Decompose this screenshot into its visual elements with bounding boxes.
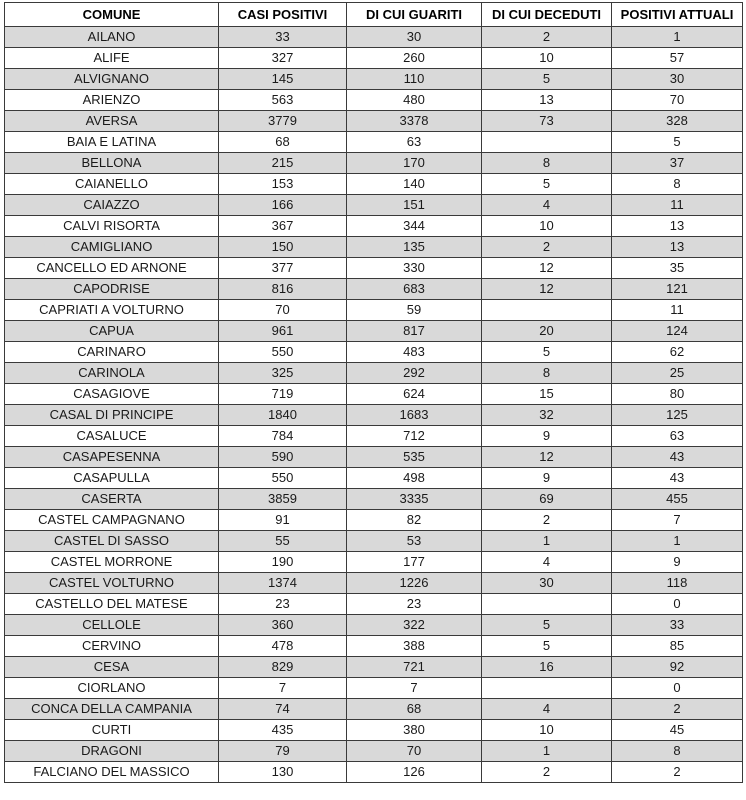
table-row [5, 258, 743, 279]
cell-comune: BAIA E LATINA [5, 132, 219, 153]
cell-casi-positivi: 563 [219, 90, 347, 111]
cell-positivi-attuali: 121 [612, 279, 743, 300]
cell-di-cui-deceduti: 5 [482, 174, 612, 195]
cell-positivi-attuali: 1 [612, 531, 743, 552]
cell-casi-positivi: 360 [219, 615, 347, 636]
cell-casi-positivi: 435 [219, 720, 347, 741]
cell-positivi-attuali: 13 [612, 216, 743, 237]
cell-positivi-attuali: 62 [612, 342, 743, 363]
cell-positivi-attuali: 63 [612, 426, 743, 447]
table-row [5, 153, 743, 174]
cell-di-cui-guariti: 151 [347, 195, 482, 216]
cell-positivi-attuali: 43 [612, 447, 743, 468]
table-row [5, 594, 743, 615]
header-casi-positivi: CASI POSITIVI [219, 3, 347, 27]
table-row [5, 489, 743, 510]
cell-comune: CARINARO [5, 342, 219, 363]
cell-di-cui-guariti: 68 [347, 699, 482, 720]
cell-di-cui-guariti: 721 [347, 657, 482, 678]
table-row [5, 468, 743, 489]
table-row [5, 762, 743, 783]
cell-positivi-attuali: 455 [612, 489, 743, 510]
table-row [5, 720, 743, 741]
cell-positivi-attuali: 33 [612, 615, 743, 636]
cell-casi-positivi: 79 [219, 741, 347, 762]
cell-di-cui-guariti: 53 [347, 531, 482, 552]
cell-di-cui-guariti: 110 [347, 69, 482, 90]
cell-comune: AVERSA [5, 111, 219, 132]
cell-positivi-attuali: 8 [612, 174, 743, 195]
cell-di-cui-deceduti: 10 [482, 720, 612, 741]
cell-positivi-attuali: 2 [612, 699, 743, 720]
cell-comune: CASTELLO DEL MATESE [5, 594, 219, 615]
cell-positivi-attuali: 92 [612, 657, 743, 678]
cell-comune: CANCELLO ED ARNONE [5, 258, 219, 279]
cell-di-cui-deceduti: 9 [482, 426, 612, 447]
cell-di-cui-guariti: 82 [347, 510, 482, 531]
cell-casi-positivi: 327 [219, 48, 347, 69]
cell-di-cui-deceduti: 10 [482, 216, 612, 237]
cell-di-cui-guariti: 344 [347, 216, 482, 237]
cell-casi-positivi: 478 [219, 636, 347, 657]
table-row [5, 174, 743, 195]
cell-casi-positivi: 74 [219, 699, 347, 720]
table-row [5, 573, 743, 594]
cell-positivi-attuali: 13 [612, 237, 743, 258]
cell-casi-positivi: 70 [219, 300, 347, 321]
cell-positivi-attuali: 80 [612, 384, 743, 405]
cell-casi-positivi: 784 [219, 426, 347, 447]
cell-di-cui-deceduti: 10 [482, 48, 612, 69]
cell-di-cui-guariti: 817 [347, 321, 482, 342]
cell-positivi-attuali: 85 [612, 636, 743, 657]
cell-di-cui-deceduti: 5 [482, 636, 612, 657]
cell-casi-positivi: 145 [219, 69, 347, 90]
table-row [5, 678, 743, 699]
cell-casi-positivi: 190 [219, 552, 347, 573]
cell-positivi-attuali: 5 [612, 132, 743, 153]
header-positivi-attuali: POSITIVI ATTUALI [612, 3, 743, 27]
cell-casi-positivi: 550 [219, 342, 347, 363]
header-di-cui-deceduti: DI CUI DECEDUTI [482, 3, 612, 27]
cell-di-cui-guariti: 126 [347, 762, 482, 783]
cell-casi-positivi: 325 [219, 363, 347, 384]
cell-di-cui-guariti: 712 [347, 426, 482, 447]
header-row [5, 3, 743, 27]
cell-positivi-attuali: 25 [612, 363, 743, 384]
table-row [5, 27, 743, 48]
cell-di-cui-deceduti: 5 [482, 615, 612, 636]
cell-di-cui-guariti: 23 [347, 594, 482, 615]
table-row [5, 321, 743, 342]
header-comune: COMUNE [5, 3, 219, 27]
cell-casi-positivi: 1374 [219, 573, 347, 594]
cell-casi-positivi: 829 [219, 657, 347, 678]
cell-di-cui-guariti: 135 [347, 237, 482, 258]
cell-positivi-attuali: 0 [612, 678, 743, 699]
cell-di-cui-deceduti: 13 [482, 90, 612, 111]
cell-comune: CESA [5, 657, 219, 678]
cell-di-cui-guariti: 498 [347, 468, 482, 489]
cell-di-cui-deceduti: 2 [482, 762, 612, 783]
cell-comune: CASAGIOVE [5, 384, 219, 405]
cell-di-cui-deceduti: 2 [482, 510, 612, 531]
table-row [5, 552, 743, 573]
cell-comune: CASAPESENNA [5, 447, 219, 468]
cell-casi-positivi: 377 [219, 258, 347, 279]
cell-comune: CELLOLE [5, 615, 219, 636]
cell-di-cui-deceduti: 15 [482, 384, 612, 405]
table-row [5, 615, 743, 636]
cell-casi-positivi: 55 [219, 531, 347, 552]
table-row [5, 111, 743, 132]
table-row [5, 90, 743, 111]
table-row [5, 48, 743, 69]
cell-casi-positivi: 3779 [219, 111, 347, 132]
cell-positivi-attuali: 7 [612, 510, 743, 531]
cell-di-cui-deceduti: 73 [482, 111, 612, 132]
table-row [5, 657, 743, 678]
cell-di-cui-guariti: 322 [347, 615, 482, 636]
cell-comune: CERVINO [5, 636, 219, 657]
cell-comune: FALCIANO DEL MASSICO [5, 762, 219, 783]
table-row [5, 69, 743, 90]
cell-comune: CASTEL CAMPAGNANO [5, 510, 219, 531]
cell-comune: CAIANELLO [5, 174, 219, 195]
table-row [5, 510, 743, 531]
cell-di-cui-deceduti: 2 [482, 27, 612, 48]
cell-comune: CALVI RISORTA [5, 216, 219, 237]
cell-positivi-attuali: 1 [612, 27, 743, 48]
cell-casi-positivi: 7 [219, 678, 347, 699]
cell-di-cui-guariti: 292 [347, 363, 482, 384]
table-row [5, 426, 743, 447]
table-row [5, 342, 743, 363]
cell-comune: CASTEL MORRONE [5, 552, 219, 573]
cell-positivi-attuali: 0 [612, 594, 743, 615]
cell-comune: CURTI [5, 720, 219, 741]
cell-di-cui-deceduti: 9 [482, 468, 612, 489]
cell-di-cui-guariti: 330 [347, 258, 482, 279]
cell-di-cui-guariti: 1683 [347, 405, 482, 426]
cell-casi-positivi: 33 [219, 27, 347, 48]
cell-di-cui-guariti: 683 [347, 279, 482, 300]
cell-di-cui-deceduti: 12 [482, 279, 612, 300]
cell-positivi-attuali: 45 [612, 720, 743, 741]
cell-di-cui-guariti: 624 [347, 384, 482, 405]
cell-di-cui-guariti: 3335 [347, 489, 482, 510]
cell-comune: CAPRIATI A VOLTURNO [5, 300, 219, 321]
cell-di-cui-guariti: 380 [347, 720, 482, 741]
cell-di-cui-deceduti: 1 [482, 741, 612, 762]
cell-di-cui-deceduti: 8 [482, 153, 612, 174]
cell-di-cui-deceduti: 4 [482, 699, 612, 720]
cell-positivi-attuali: 37 [612, 153, 743, 174]
table-row [5, 636, 743, 657]
cell-di-cui-guariti: 480 [347, 90, 482, 111]
table-row [5, 216, 743, 237]
cell-casi-positivi: 961 [219, 321, 347, 342]
cell-comune: CASTEL VOLTURNO [5, 573, 219, 594]
cell-comune: CAPUA [5, 321, 219, 342]
cell-di-cui-deceduti [482, 132, 612, 153]
cell-comune: AILANO [5, 27, 219, 48]
cell-comune: CIORLANO [5, 678, 219, 699]
cell-casi-positivi: 590 [219, 447, 347, 468]
cell-di-cui-deceduti: 30 [482, 573, 612, 594]
cell-di-cui-guariti: 1226 [347, 573, 482, 594]
cell-positivi-attuali: 9 [612, 552, 743, 573]
cell-di-cui-deceduti: 4 [482, 552, 612, 573]
cell-di-cui-guariti: 63 [347, 132, 482, 153]
table-row [5, 741, 743, 762]
cell-di-cui-deceduti: 2 [482, 237, 612, 258]
cell-comune: CAMIGLIANO [5, 237, 219, 258]
cell-casi-positivi: 68 [219, 132, 347, 153]
cell-di-cui-deceduti [482, 300, 612, 321]
cell-positivi-attuali: 35 [612, 258, 743, 279]
cell-di-cui-deceduti: 12 [482, 258, 612, 279]
cell-comune: ALIFE [5, 48, 219, 69]
cell-comune: CASALUCE [5, 426, 219, 447]
cell-comune: CASAPULLA [5, 468, 219, 489]
cell-positivi-attuali: 11 [612, 195, 743, 216]
cell-comune: CONCA DELLA CAMPANIA [5, 699, 219, 720]
cell-positivi-attuali: 30 [612, 69, 743, 90]
cell-di-cui-guariti: 535 [347, 447, 482, 468]
cell-comune: CAIAZZO [5, 195, 219, 216]
table-row [5, 237, 743, 258]
cell-di-cui-deceduti: 8 [482, 363, 612, 384]
cell-positivi-attuali: 125 [612, 405, 743, 426]
table-row [5, 279, 743, 300]
cell-di-cui-guariti: 388 [347, 636, 482, 657]
cell-di-cui-guariti: 59 [347, 300, 482, 321]
cell-casi-positivi: 23 [219, 594, 347, 615]
cell-di-cui-guariti: 3378 [347, 111, 482, 132]
cell-di-cui-deceduti: 16 [482, 657, 612, 678]
cell-comune: CASERTA [5, 489, 219, 510]
cell-di-cui-deceduti: 12 [482, 447, 612, 468]
cell-casi-positivi: 367 [219, 216, 347, 237]
table-row [5, 405, 743, 426]
cell-casi-positivi: 91 [219, 510, 347, 531]
cell-casi-positivi: 3859 [219, 489, 347, 510]
cell-di-cui-deceduti: 69 [482, 489, 612, 510]
cell-comune: CASAL DI PRINCIPE [5, 405, 219, 426]
cell-di-cui-guariti: 260 [347, 48, 482, 69]
cell-comune: CAPODRISE [5, 279, 219, 300]
cell-positivi-attuali: 70 [612, 90, 743, 111]
cell-di-cui-deceduti: 5 [482, 342, 612, 363]
cell-di-cui-guariti: 177 [347, 552, 482, 573]
cell-di-cui-deceduti: 20 [482, 321, 612, 342]
table-row [5, 699, 743, 720]
cell-comune: CASTEL DI SASSO [5, 531, 219, 552]
table-row [5, 384, 743, 405]
cell-casi-positivi: 1840 [219, 405, 347, 426]
cell-positivi-attuali: 8 [612, 741, 743, 762]
cell-di-cui-deceduti [482, 678, 612, 699]
cell-positivi-attuali: 118 [612, 573, 743, 594]
cell-di-cui-deceduti: 1 [482, 531, 612, 552]
cell-comune: DRAGONI [5, 741, 219, 762]
cell-di-cui-guariti: 7 [347, 678, 482, 699]
cell-comune: ALVIGNANO [5, 69, 219, 90]
cell-di-cui-guariti: 70 [347, 741, 482, 762]
cell-casi-positivi: 153 [219, 174, 347, 195]
cell-positivi-attuali: 2 [612, 762, 743, 783]
cell-di-cui-deceduti: 5 [482, 69, 612, 90]
cell-casi-positivi: 166 [219, 195, 347, 216]
header-di-cui-guariti: DI CUI GUARITI [347, 3, 482, 27]
cell-di-cui-guariti: 30 [347, 27, 482, 48]
table-row [5, 300, 743, 321]
cell-casi-positivi: 550 [219, 468, 347, 489]
cell-di-cui-guariti: 170 [347, 153, 482, 174]
cell-casi-positivi: 130 [219, 762, 347, 783]
cell-casi-positivi: 816 [219, 279, 347, 300]
cell-positivi-attuali: 124 [612, 321, 743, 342]
cell-di-cui-deceduti: 4 [482, 195, 612, 216]
cell-di-cui-deceduti [482, 594, 612, 615]
cell-positivi-attuali: 57 [612, 48, 743, 69]
covid-cases-table [4, 2, 743, 783]
cell-di-cui-guariti: 483 [347, 342, 482, 363]
table-row [5, 531, 743, 552]
cell-di-cui-deceduti: 32 [482, 405, 612, 426]
table-row [5, 363, 743, 384]
cell-comune: CARINOLA [5, 363, 219, 384]
cell-casi-positivi: 215 [219, 153, 347, 174]
cell-comune: BELLONA [5, 153, 219, 174]
table-row [5, 447, 743, 468]
cell-positivi-attuali: 328 [612, 111, 743, 132]
cell-casi-positivi: 719 [219, 384, 347, 405]
table-row [5, 132, 743, 153]
cell-comune: ARIENZO [5, 90, 219, 111]
cell-positivi-attuali: 43 [612, 468, 743, 489]
cell-casi-positivi: 150 [219, 237, 347, 258]
cell-di-cui-guariti: 140 [347, 174, 482, 195]
cell-positivi-attuali: 11 [612, 300, 743, 321]
table-row [5, 195, 743, 216]
